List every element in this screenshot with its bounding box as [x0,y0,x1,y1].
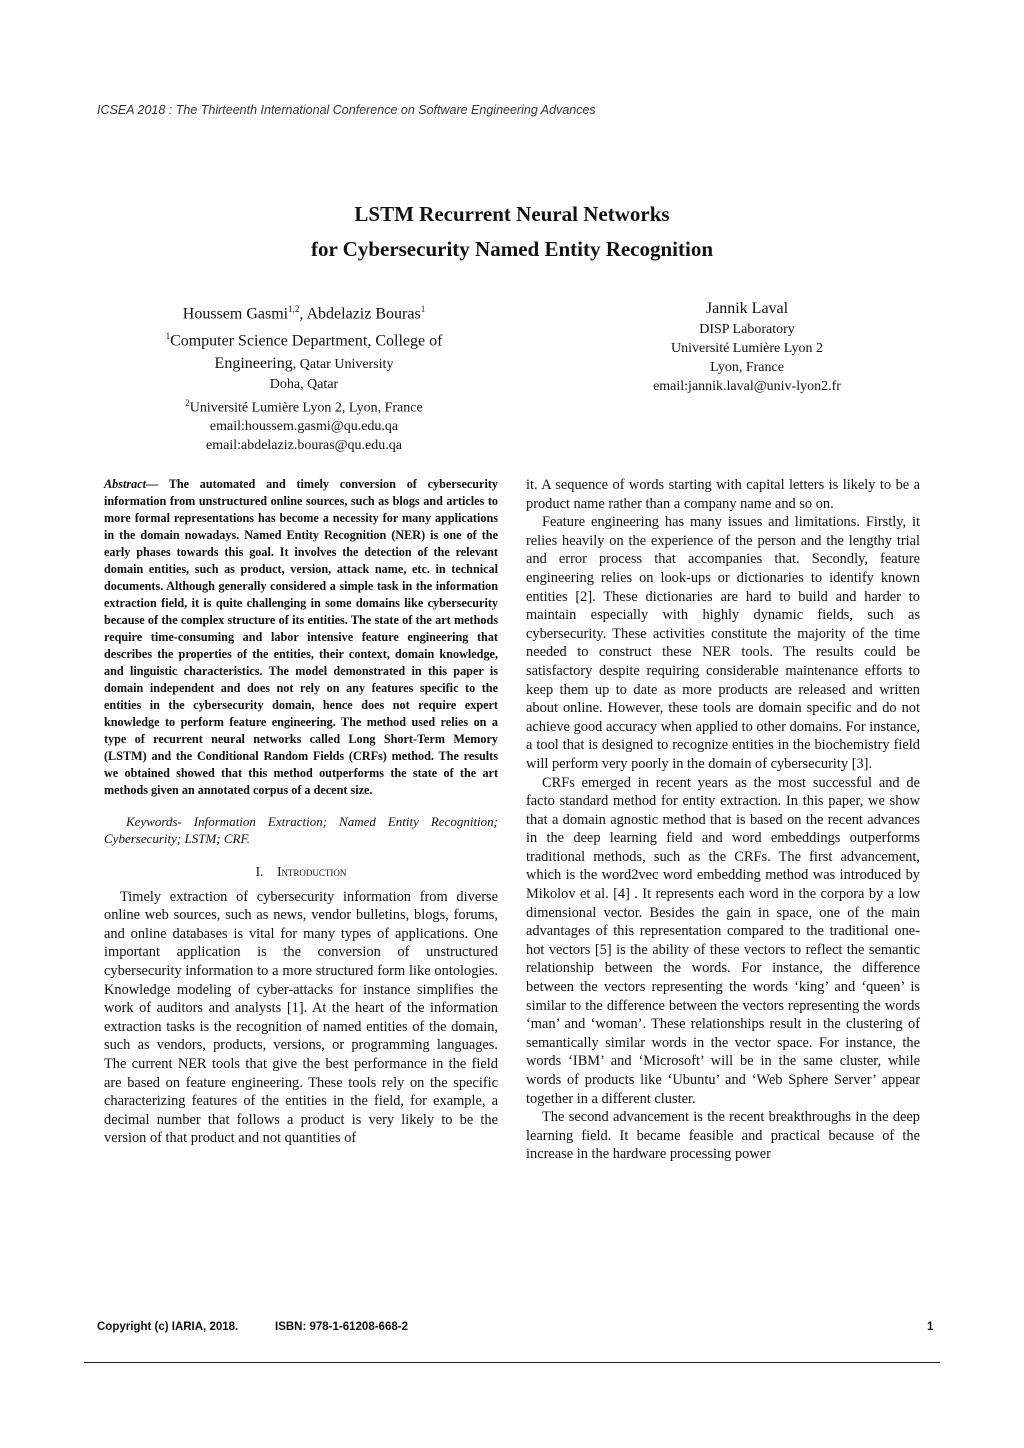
abstract-text: The automated and timely conversion of cybersecurity information from unstructured online sources, such as blogs and articles to more formal representations has become a necessity for many applications in the domain nowadays. Named Entity Recognition (NER) is one of the early phases towards this goal. It involves the detection of the relevant domain entities, such as product, version, attack name, etc. in technical documents. Although generally considered a simple task in the information extraction field, it is quite challenging in some domains like cybersecurity because of the complex structure of its entities. The state of the art methods require time-consuming and labor intensive feature engineering that describes the properties of the entities, their context, domain knowledge, and linguistic characteristics. The model demonstrated in this paper is domain independent and does not rely on any features specific to the entities in the cybersecurity domain, hence does not require expert knowledge to perform feature engineering. The method used relies on a type of recurrent neural networks called Long Short-Term Memory (LSTM) and the Conditional Random Fields (CRFs) method. The results we obtained showed that this method outperforms the state of the art methods given an annotated corpus of a decent size. [104,477,498,797]
section-number: I. [255,864,264,879]
laval-lab: DISP Laboratory [699,322,795,337]
intro-paragraph-4: The second advancement is the recent breakthroughs in the deep learning field. It became feasible and practical because of the increase in the hardware processing power [526,1109,920,1163]
author-separator: , [299,305,307,323]
author-sup: 1,2 [288,304,300,314]
author-names [120,298,488,325]
footer-copyright: Copyright (c) IARIA, 2018. [97,1321,239,1333]
abstract-dash: — [145,477,169,491]
section-title: Introduction [276,864,347,879]
authors-left-block [120,298,488,455]
footer-isbn: ISBN: 978-1-61208-668-2 [275,1321,408,1333]
author-name-gasmi: Houssem Gasmi [182,305,289,323]
left-column [104,476,498,1148]
author-name-bouras: Abdelaziz Bouras [306,305,421,323]
intro-paragraph-1: Timely extraction of cybersecurity information from diverse online web sources, such as news, vendor bulletins, blogs, forums, and online databases is vital for many types of applications. One important application is the conversion of unstructured cybersecurity information to a more structured form like ontologies. Knowledge modeling of cyber-attacks for instance simplifies the work of auditors and analysts [1]. At the heart of the information extraction tasks is the recognition of named entities of the domain, such as vendors, products, versions, or programming languages. The current NER tools that give the best performance in the field are based on feature engineering. These tools rely on the specific characterizing features of the entities in the field, for example, a decimal number that follows a product is very likely to be the version of that product and not quantities of [104,888,498,1147]
email-bouras: email:abdelaziz.bouras@qu.edu.qa [206,438,402,454]
authors-right-block [560,298,934,396]
footer-page-number: 1 [927,1321,934,1333]
affiliation-2-text: Université Lumière Lyon 2, Lyon, France [189,400,423,416]
author-name-laval: Jannik Laval [705,300,789,317]
right-column [526,476,920,1164]
keywords: Keywords- Information Extraction; Named Entity Recognition; Cybersecurity; LSTM; CRF. [104,814,498,846]
affiliation-sup: 1 [165,331,171,342]
abstract [104,476,498,799]
author-sup: 1 [420,304,426,314]
laval-city: Lyon, France [710,360,784,375]
intro-paragraph-continued: it. A sequence of words starting with capital letters is likely to be a product name rather than a company name and so on. [526,477,920,512]
affiliation-1-university: , Qatar University [292,356,394,372]
affiliation-sup: 2 [185,397,190,408]
affiliation-1 [120,325,488,352]
section-heading-introduction [104,863,498,882]
affiliation-1-city: Doha, Qatar [269,376,339,392]
intro-paragraph-3: CRFs emerged in recent years as the most successful and de facto standard method for entity extraction. In this paper, we show that a domain agnostic method that is based on the recent advances in the deep learning field and word embeddings outperforms traditional methods, such as the CRFs. The first advancement, which is the word2vec word embedding method was introduced by Mikolov et al. [4] . It represents each word in the corpora by a low dimensional vector. Besides the gain in space, one of the main advantages of this representation compared to the traditional one-hot vectors [5] is the ability of these vectors to reflect the semantic relationship between the words. For instance, the difference between the vectors representing the words ‘king’ and ‘queen’ is similar to the difference between the vectors representing the words ‘man’ and ‘woman’. These relationships result in the clustering of semantically similar words in the vector space. For instance, the words ‘IBM’ and ‘Microsoft’ will be in the same cluster, while words of products like ‘Ubuntu’ and ‘Web Sphere Server’ appear together in a different cluster. [526,774,920,1107]
paper-title-line-1: LSTM Recurrent Neural Networks [354,202,670,226]
abstract-label: Abstract [104,477,146,491]
paper-title-line-2: for Cybersecurity Named Entity Recognition [310,237,714,261]
email-laval: email:jannik.laval@univ-lyon2.fr [653,379,841,394]
laval-university: Université Lumière Lyon 2 [670,341,824,356]
footer-divider [84,1362,940,1363]
email-gasmi: email:houssem.gasmi@qu.edu.qa [209,419,399,435]
affiliation-1-continued [120,353,488,375]
affiliation-1-engineering: Engineering [214,354,293,372]
affiliation-1-text: Computer Science Department, College of [170,332,443,350]
affiliation-2 [120,394,488,418]
conference-header: ICSEA 2018 : The Thirteenth International Conference on Software Engineering Advances [97,103,596,117]
intro-paragraph-2: Feature engineering has many issues and limitations. Firstly, it relies heavily on the experience of the person and the lengthy trial and error process that accompanies that. Secondly, feature engineering relies on look-ups or dictionaries to identify known entities [2]. These dictionaries are hard to build and harder to maintain especially with highly dynamic fields, such as cybersecurity. These activities constitute the majority of the time needed to construct these NER tools. The results could be satisfactory despite requiring considerable maintenance efforts to keep them up to date as more products are released and written about online. However, these tools are domain specific and do not achieve good accuracy when applied to other domains. For instance, a tool that is designed to recognize entities in the biochemistry field will perform very poorly in the domain of cybersecurity [3]. [526,514,920,772]
